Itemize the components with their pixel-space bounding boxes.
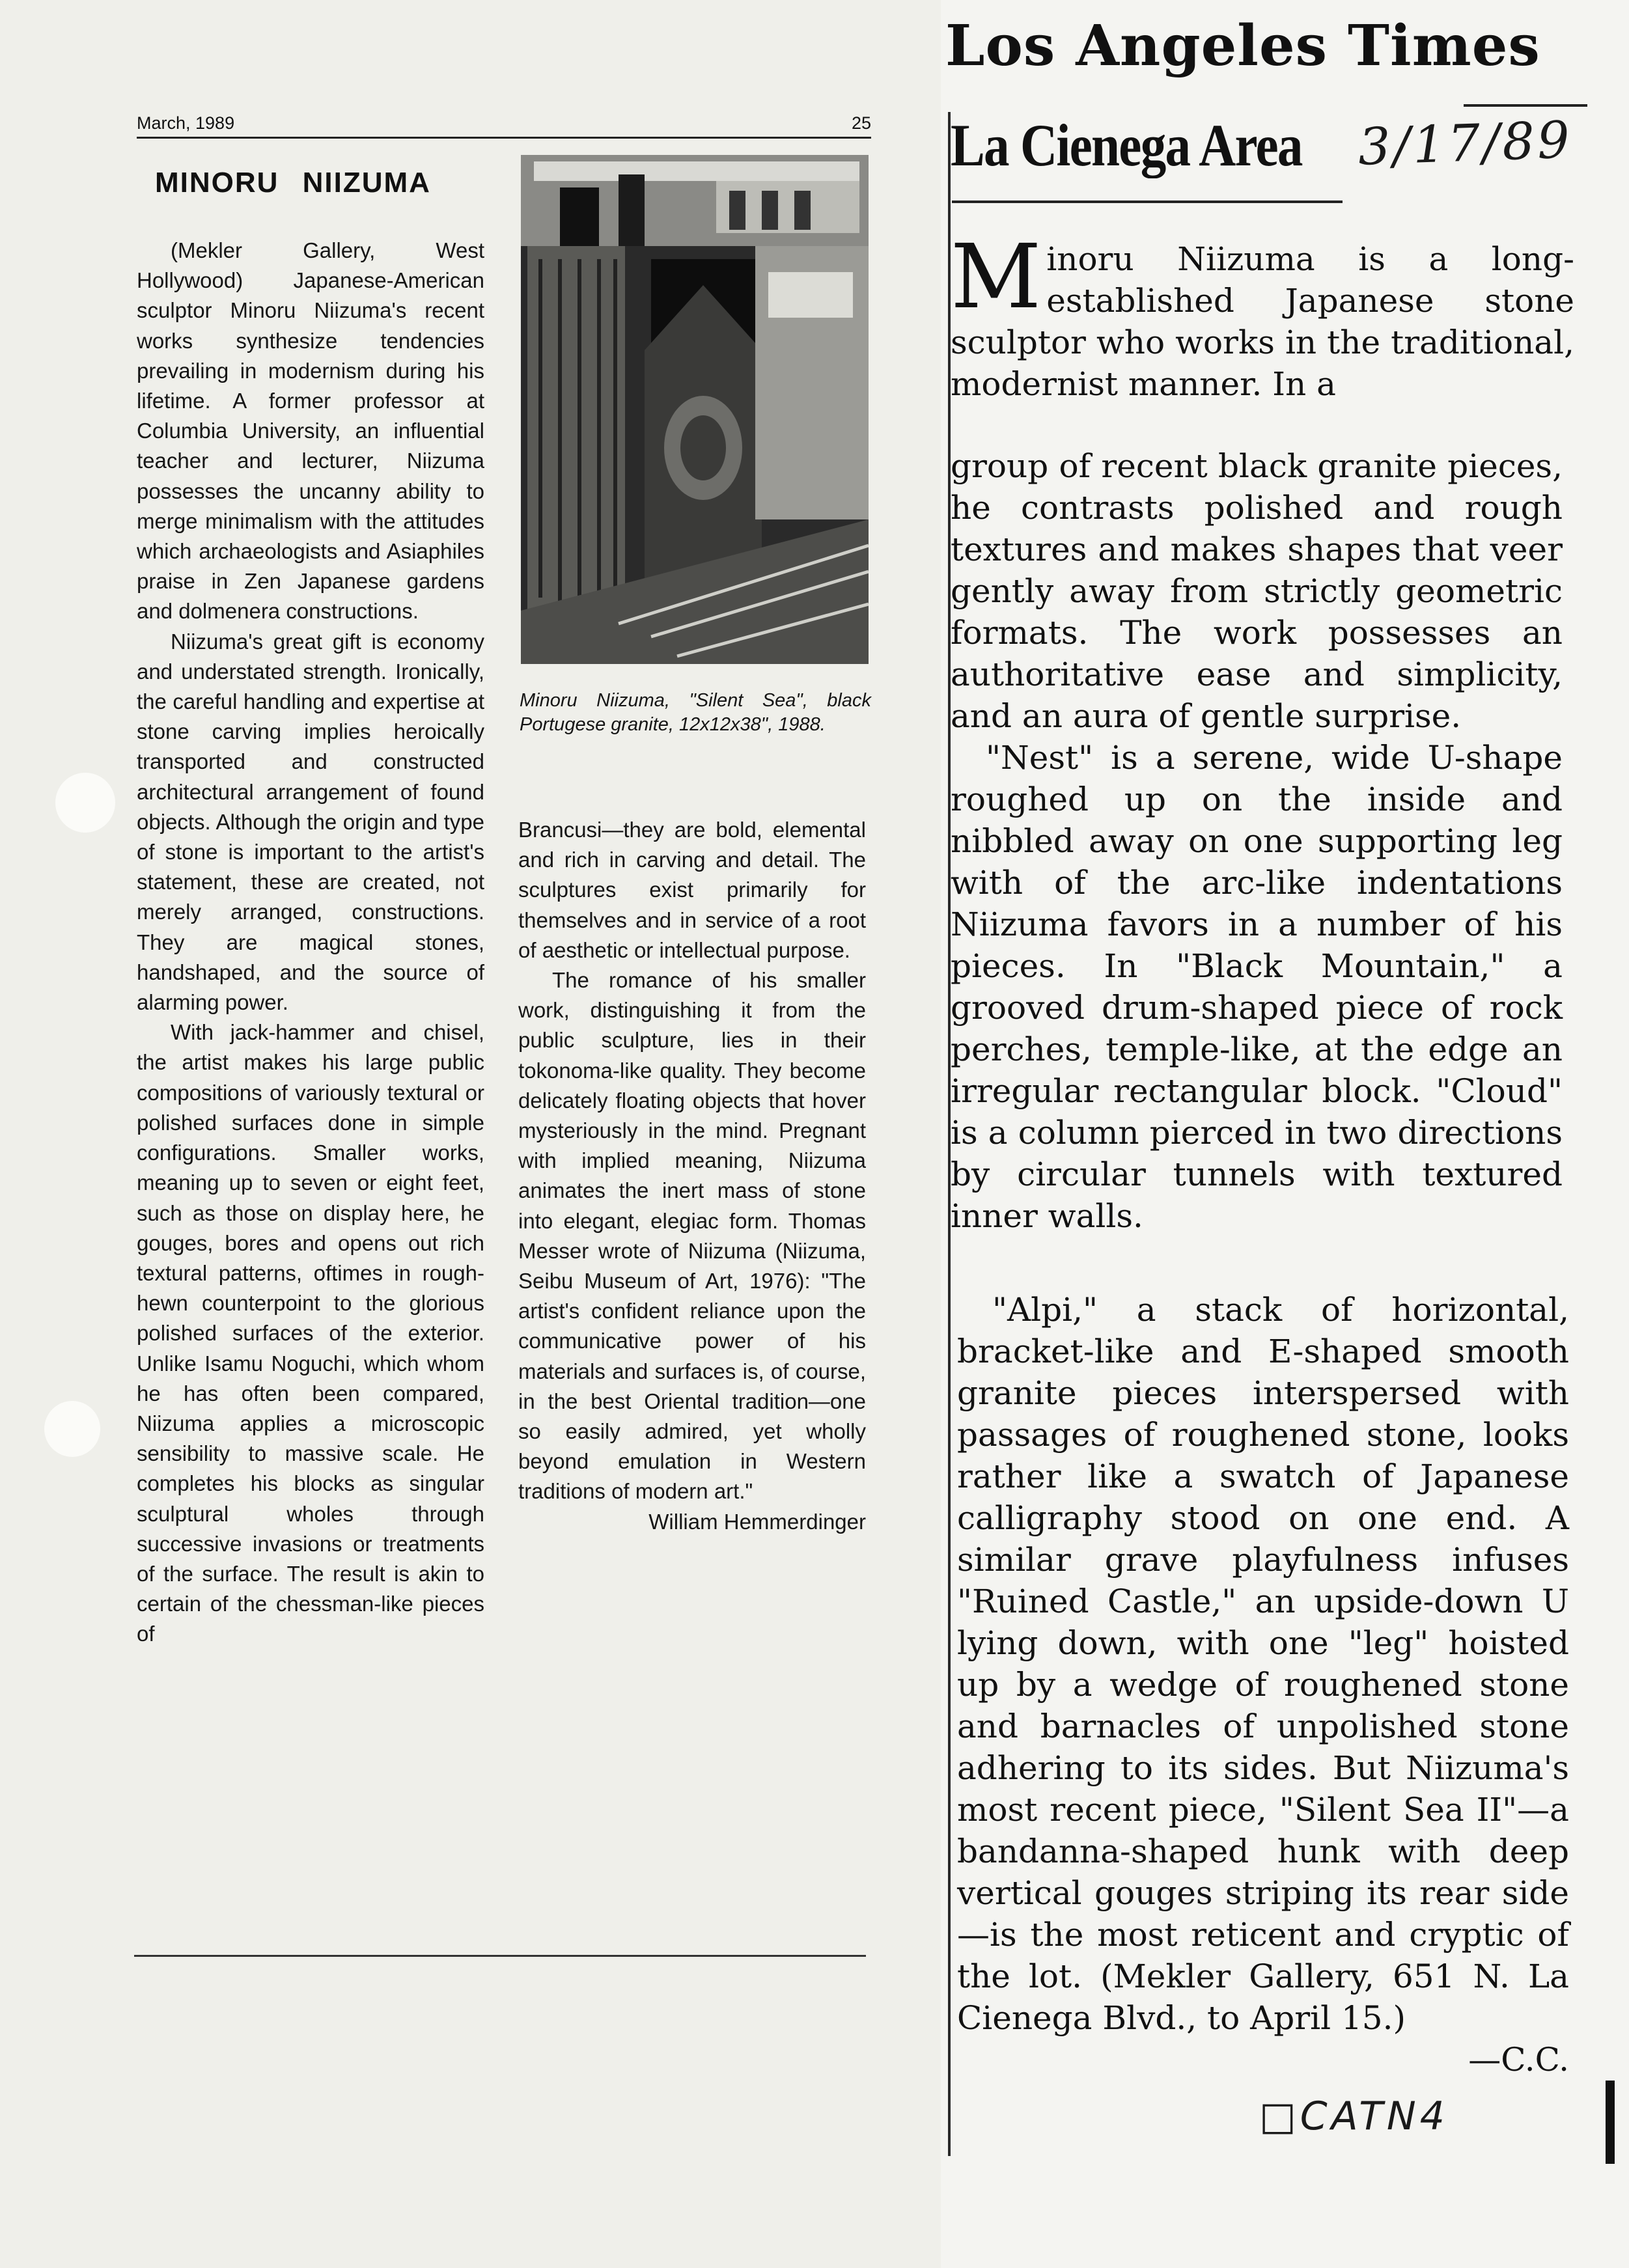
sculpture-photo: [521, 155, 869, 664]
handwritten-date: 3/17/89: [1357, 111, 1574, 177]
lead-text: inoru Niizuma is a long-established Japanese stone sculptor who works in the traditional, modernist manner. In a: [951, 240, 1574, 403]
section-heading: La Cienega Area: [951, 112, 1302, 178]
news-body-continued: [957, 1289, 1569, 2081]
drop-cap: M: [951, 226, 1042, 329]
handwritten-code: □CATN4: [1259, 2094, 1449, 2139]
paragraph: "Nest" is a serene, wide U-shape roughed up on the inside and nibbled away on one supporting leg with of the arc-like indentations Niizuma favors in a number of his pieces. In "Black Mountain," a grooved drum-shaped piece of rock perches, temple-like, at the edge an irregular rectangular block. "Cloud" is a column pierced in two directions by circular tunnels with textured inner walls.: [951, 739, 1563, 1235]
paragraph: The romance of his smaller work, distinguishing it from the public sculpture, lies in their tokonoma-like quality. They become delicately floating objects that hover mysteriously in the mind. Pregnant with implied meaning, Niizuma animates the inert mass of stone into elegant, elegiac form. Thomas Messer wrote of Niizuma (Niizuma, Seibu Museum of Art, 1976): "The artist's confident reliance upon the communicative power of his materials and surfaces is, of course, in the best Oriental tradition—one so easily admired, yet wholly beyond emulation in Western traditions of modern art.": [518, 968, 866, 1504]
page-number: 25: [851, 113, 871, 133]
scan-edge-mark: [1606, 2081, 1615, 2164]
news-lead: [951, 226, 1574, 405]
section-rule: [952, 201, 1343, 203]
paragraph: Niizuma's great gift is economy and understated strength. Ironically, the careful handling and expertise at stone carving implies heroically transported and constructed architectural arrangement of found objects. Although the origin and type of stone is important to the artist's statement, these are created, not merely arranged, constructions. They are magical stones, handshaped, and the source of alarming power.: [137, 629, 484, 1015]
footer-rule: [134, 1955, 866, 1957]
silent-sea-photo-image: [521, 155, 869, 664]
author-signature: William Hemmerdinger: [648, 1509, 866, 1534]
article-title: MINORU NIIZUMA: [155, 167, 431, 199]
paragraph: Brancusi—they are bold, elemental and rich in carving and detail. The sculptures exist primarily for themselves and in service of a root of aesthetic or intellectual purpose.: [518, 818, 866, 962]
photo-caption: Minoru Niizuma, "Silent Sea", black Portugese granite, 12x12x38", 1988.: [520, 690, 871, 735]
paragraph: With jack-hammer and chisel, the artist makes his large public compositions of variously textural or polished surfaces done in simple configurations. Smaller works, meaning up to seven or eight feet, such as those on display here, he gouges, bores and opens out rich textural patterns, oftimes in rough-hewn counterpoint to the glorious polished surfaces of the exterior. Unlike Isamu Noguchi, which whom he has often been compared, Niizuma applies a microscopic sensibility to massive scale. He completes his blocks as singular sculptural wholes through successive invasions or treatments of the surface. The result is akin to certain of the chessman-like pieces of: [137, 1020, 484, 1646]
punch-hole: [44, 1401, 100, 1457]
masthead-rule: [1464, 104, 1587, 107]
paragraph: "Alpi," a stack of horizontal, bracket-like and E-shaped smooth granite pieces interspersed with passages of roughened stone, looks rather like a swatch of Japanese calligraphy stood on one end. A similar grave playfulness infuses "Ruined Castle," an upside-down U lying down, with one "leg" hoisted up by a wedge of roughened stone and barnacles of unpolished stone adhering to its sides. But Niizuma's most recent piece, "Silent Sea II"—a bandanna-shaped hunk with deep vertical gouges striping its rear side—is the most reticent and cryptic of the lot. (Mekler Gallery, 651 N. La Cienega Blvd., to April 15.): [957, 1291, 1569, 2037]
byline-initials: —C.C.: [1468, 2041, 1569, 2079]
article-column-2: [518, 815, 866, 1537]
punch-hole: [55, 773, 115, 833]
news-body: [951, 445, 1563, 1237]
paragraph: (Mekler Gallery, West Hollywood) Japanese-American sculptor Minoru Niizuma's recent works synthesize tendencies prevailing in modernism during his lifetime. A former professor at Columbia University, an influential teacher and lecturer, Niizuma possesses the uncanny ability to merge minimalism with the attitudes which archaeologists and Asiaphiles praise in Zen Japanese gardens and dolmenera constructions.: [137, 238, 484, 624]
article-column-1: [137, 236, 484, 1650]
paragraph: group of recent black granite pieces, he contrasts polished and rough textures and makes shapes that veer gently away from strictly geometric formats. The work possesses an authoritative ease and simplicity, and an aura of gentle surprise.: [951, 447, 1563, 735]
header-rule: [137, 137, 871, 139]
newspaper-masthead: Los Angeles Times: [945, 13, 1540, 79]
issue-date: March, 1989: [137, 113, 235, 133]
